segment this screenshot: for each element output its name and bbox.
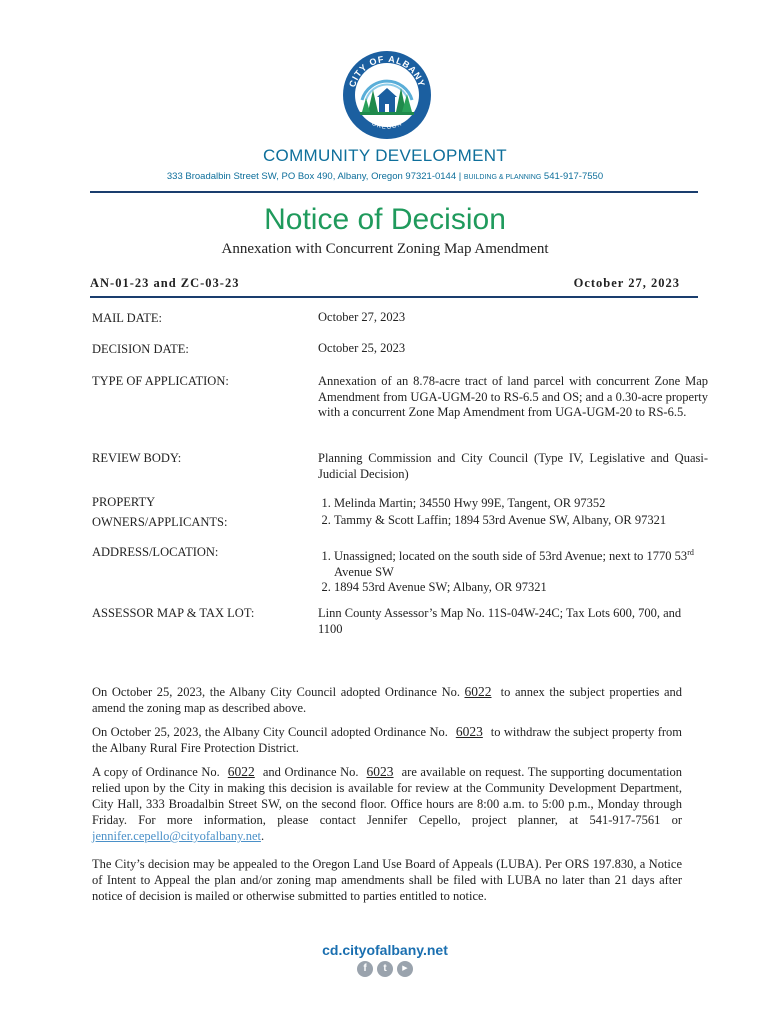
list-item: 1. Unassigned; located on the south side of 53rd Avenue; next to 1770 53rd Avenue SW [334, 545, 708, 580]
application-type-value: Annexation of an 8.78-acre tract of land parcel with concurrent Zone Map Amendment from UGA-UGM-20 to RS-6.5 and OS; and a 0.30-acre property with a concurrent Zone Map Amendment from UGA-UGM-20 to RS-6.5. [318, 374, 708, 419]
header-divider [90, 191, 698, 193]
application-type-label: TYPE OF APPLICATION: [92, 374, 229, 388]
youtube-icon[interactable]: ▶ [397, 961, 413, 977]
ordinance-annex-paragraph: On October 25, 2023, the Albany City Council adopted Ordinance No. 6022 to annex the subject properties and amend the zoning map as described above. [92, 684, 682, 715]
logo-arc-bottom: OREGON [370, 120, 404, 131]
ordinance-number: 6023 [366, 764, 394, 779]
email-link[interactable]: jennifer.cepello@cityofalbany.net [92, 829, 261, 843]
twitter-icon[interactable]: t [377, 961, 393, 977]
department-name: COMMUNITY DEVELOPMENT [262, 146, 507, 165]
owners-label: PROPERTY OWNERS/APPLICANTS: [92, 495, 228, 529]
review-body-value: Planning Commission and City Council (Type IV, Legislative and Quasi-Judicial Decision) [318, 451, 708, 481]
ordinance-number: 6022 [464, 684, 492, 699]
page-subtitle: Annexation with Concurrent Zoning Map Amendment [221, 241, 549, 257]
footer-website-link[interactable]: cd.cityofalbany.net [322, 942, 448, 958]
facebook-icon[interactable]: f [357, 961, 373, 977]
address-label: ADDRESS/LOCATION: [92, 545, 219, 559]
ordinance-number: 6022 [227, 764, 255, 779]
mail-date-value: October 27, 2023 [318, 310, 406, 324]
list-item: 1. Melinda Martin; 34550 Hwy 99E, Tangent, OR 97352 [334, 495, 708, 512]
decision-date-value: October 25, 2023 [318, 341, 406, 355]
list-item: 2. 1894 53rd Avenue SW; Albany, OR 97321 [334, 580, 708, 596]
availability-paragraph: A copy of Ordinance No. 6022 and Ordinance No. 6023 are available on request. The supporting documentation relied upon by the City in making this decision is available for review at the Community Development Department, City Hall, 333 Broadalbin Street SW, on the second floor. Office hours are 8:00 a.m. to 5:00 p.m., Monday through Friday. For more information, please contact Jennifer Cepello, project planner, at 541-917-7561 or jennifer.cepello@cityofalbany.net. [92, 764, 683, 843]
mail-date-label: MAIL DATE: [92, 311, 163, 325]
ordinance-number: 6023 [455, 724, 483, 739]
decision-date-label: DECISION DATE: [92, 342, 189, 356]
owners-list [318, 495, 708, 529]
department-address: 333 Broadalbin Street SW, PO Box 490, Albany, Oregon 97321-0144 | BUILDING & PLANNING 541-917-7550 [166, 171, 604, 182]
case-number: AN-01-23 and ZC-03-23 [90, 276, 240, 290]
city-seal-logo [342, 50, 432, 140]
assessor-value: Linn County Assessor’s Map No. 11S-04W-24C; Tax Lots 600, 700, and 1100 [318, 606, 682, 636]
review-body-label: REVIEW BODY: [92, 451, 182, 465]
logo-arc-top: CITY OF ALBANY [347, 53, 427, 89]
case-date: October 27, 2023 [573, 276, 680, 290]
list-item: 2. Tammy & Scott Laffin; 1894 53rd Avenue SW, Albany, OR 97321 [334, 512, 708, 529]
ordinance-withdraw-paragraph: On October 25, 2023, the Albany City Council adopted Ordinance No. 6023 to withdraw the subject property from the Albany Rural Fire Protection District. [92, 724, 683, 755]
address-list [318, 545, 708, 596]
case-divider [90, 296, 698, 298]
assessor-label: ASSESSOR MAP & TAX LOT: [92, 606, 255, 620]
appeal-paragraph: The City’s decision may be appealed to the Oregon Land Use Board of Appeals (LUBA). Per ORS 197.830, a Notice of Intent to Appeal the plan and/or zoning map amendments shall be filed with LUBA no later than 21 days after notice of decision is mailed or otherwise submitted to parties entitled to notice. [92, 857, 682, 903]
page-title: Notice of Decision [264, 203, 506, 236]
